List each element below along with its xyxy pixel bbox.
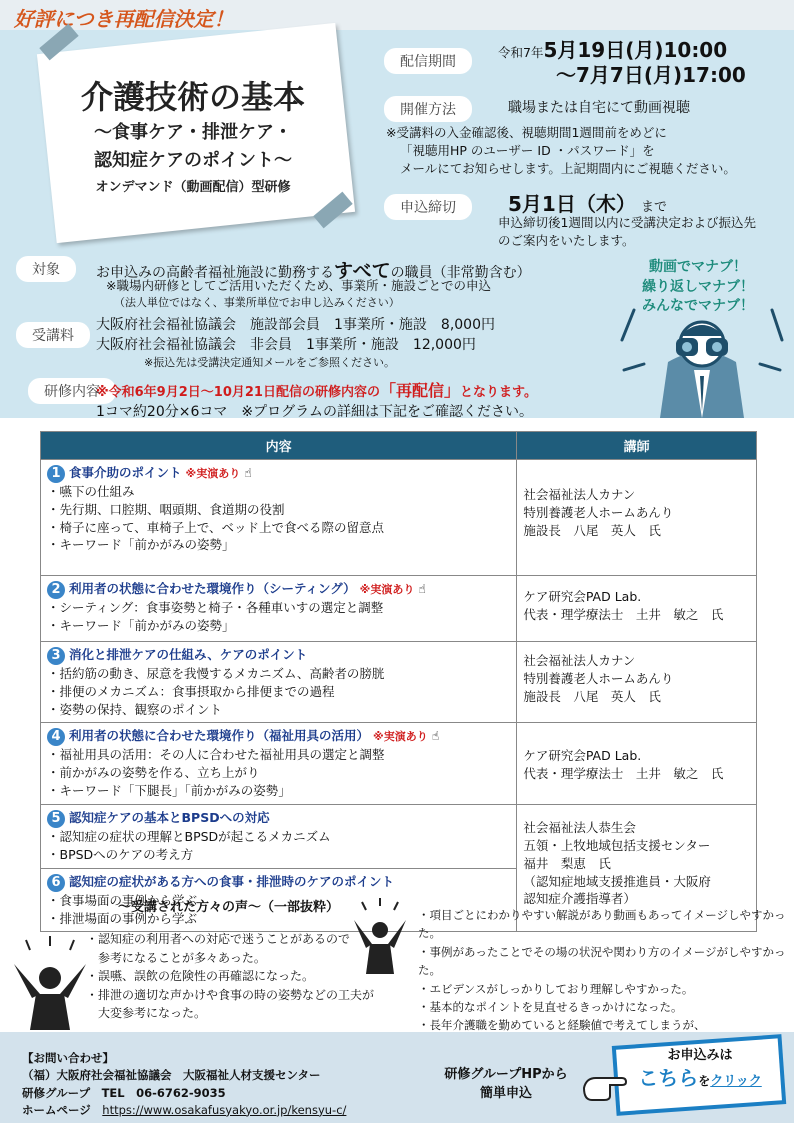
list-item: ・嚥下の仕組み [47,484,135,499]
content-note-b: 「再配信」 [379,381,460,400]
deadline-note [498,214,756,249]
note-line: （法人単位ではなく、事業所単位でお申し込みください） [114,296,400,310]
lecturer-line: 代表・理学療法士 土井 敏之 氏 [523,766,724,781]
hp-label: ホームページ [22,1102,91,1117]
note-line: 「視聴用HP のユーザー ID ・パスワード」を [400,143,655,159]
list-item: ・排泄場面の事例から学ぶ [47,910,198,926]
period-end: 〜7月7日(月)17:00 [556,63,746,87]
apply-line: お申込みは [667,1048,733,1063]
period-start: 5月19日(月)10:00 [543,38,728,62]
list-item: ・BPSDへのケアの考え方 [47,847,194,862]
fee-note: ※振込先は受講決定通知メールをご参照ください。 [144,356,395,370]
table-row [41,642,757,723]
content-note-a: ※令和6年9月2日〜10月21日配信の研修内容の [96,385,380,400]
note-line: ※受講料の入金確認後、視聴期間1週間前をめどに [386,125,667,140]
apply-button-label[interactable] [620,1048,780,1091]
method-label: 開催方法 [384,96,472,122]
subtitle-line1: 〜食事ケア・排泄ケア・ [94,122,292,143]
hand-icon: ☝ [244,465,252,480]
voice-item: ・長年介護職を勤めていると経験値で考えてしまうが、 [418,1018,706,1033]
fee-label: 受講料 [16,322,90,348]
voice-item: 大変参考になった。 [86,1006,207,1021]
table-row [41,723,757,805]
slogan-line: みんなでマナブ！ [642,298,754,315]
login-note [386,124,736,178]
target-text-c: の職員（非常勤含む） [390,265,531,281]
hand-icon: ☝ [431,728,440,744]
voice-item: ・排泄の適切な声かけや食事の時の姿勢などの工夫が [86,987,375,1002]
list-item: ・シーティング：食事姿勢と椅子・各種車いすの選定と調整 [47,600,384,615]
session-number: 2 [47,581,65,599]
table-row [41,576,757,642]
era: 令和7年 [498,45,544,60]
session-number: 4 [47,728,65,746]
content-note [96,378,537,401]
note-line: ※職場内研修としてご活用いただくため、事業所・施設ごとでの申込 [106,278,491,293]
list-item: ・キーワード「下腿長」「前かがみの姿勢」 [47,782,291,798]
lecturer-line: 特別養護老人ホームあんり [523,504,674,520]
session-number: 5 [47,810,65,828]
note-line: のご案内をいたします。 [498,232,635,248]
binoculars-person-illustration [614,300,790,418]
fee-line: 大阪府社会福祉協議会 非会員 1事業所・施設 12,000円 [96,336,476,353]
list-item: ・椅子に座って、車椅子上で、ベッド上で食べる際の留意点 [47,519,385,535]
deadline-suffix: まで [640,200,667,215]
session-title: 認知症ケアの基本とBPSDへの対応 [69,810,270,826]
slogan-line: 繰り返しマナブ！ [642,278,754,295]
content-summary: 1コマ約20分×6コマ ※プログラムの詳細は下記をご確認ください。 [96,404,533,420]
voice-item: ・事例があったことでその場の状況や関わり方のイメージがしやすかった。 [418,944,786,978]
table-row [41,805,757,869]
content-label: 研修内容 [28,378,116,404]
session-title: 認知症の症状がある方への食事・排泄時のケアのポイント [69,873,395,889]
session-number: 6 [47,874,65,892]
list-item: ・キーワード「前かがみの姿勢」 [47,537,235,553]
voice-item: ・認知症の利用者への対応で迷うことがあるので [86,932,351,946]
target-label: 対象 [16,256,76,282]
contact-block [22,1050,346,1119]
list-item: ・姿勢の保持、観察のポイント [47,701,223,717]
list-item: ・排便のメカニズム：食事摂取から排便までの過程 [47,683,335,699]
session-number: 3 [47,647,65,665]
target-emphasis: すべて [334,260,391,282]
lecturer-line: ケア研究会PAD Lab. [523,748,642,764]
target-notes [106,277,491,311]
target-text-a: お申込みの高齢者福祉施設に勤務する [96,265,334,281]
list-item: ・食事場面の事例から学ぶ [47,892,198,908]
voice-item: ・エビデンスがしっかりしており理解しやすかった。 [418,981,694,996]
lecturer-line: 社会福祉法人カナン [523,653,636,668]
lecturer-line: 施設長 八尾 英人 氏 [523,522,661,538]
apply-click: クリック [710,1073,762,1089]
lecturer-line: 認知症介護指導者） [523,891,636,907]
voices-left [86,930,374,1023]
note-line: メールにてお知らせします。上記期間内にご視聴ください。 [400,161,736,177]
apply-guide-line: 研修グループHPから [444,1067,568,1082]
cheering-person-icon [10,934,90,1030]
lecturer-line: （認知症地域支援推進員・大阪府 [523,873,711,889]
apply-wo: を [698,1073,711,1088]
period-value [498,38,788,88]
deadline-date: 5月1日（木） [508,192,636,216]
catch-copy: 好評につき再配信決定！ [14,7,234,31]
lecturer-line: 社会福祉法人カナン [523,487,636,502]
lecturer-line: 代表・理学療法士 土井 敏之 氏 [523,606,724,622]
subtitle-line2: 認知症ケアのポイント〜 [94,150,292,171]
table-header-row [41,432,757,460]
voice-item: 参考になることが多々あった。 [86,950,266,965]
lecturer-line: 特別養護老人ホームあんり [523,670,674,686]
table-row [41,460,757,576]
list-item: ・前かがみの姿勢を作る、立ち上がり [47,765,260,780]
header-content: 内容 [41,432,517,460]
voices-heading: 〜受講された方々の声〜（一部抜粋） [118,900,340,915]
deadline-value [508,188,667,217]
session-title: 利用者の状態に合わせた環境作り（シーティング） [69,581,356,596]
pointing-hand-icon [582,1066,628,1102]
contact-tel: 研修グループ TEL 06-6762-9035 [22,1085,226,1100]
session-title: 利用者の状態に合わせた環境作り（福祉用具の活用） [69,728,370,744]
list-item: ・先行期、口腔期、咽頭期、食道期の役割 [47,501,285,517]
voice-item: ・基本的なポイントを見直せるきっかけになった。 [418,999,683,1014]
content-note-c: となります。 [459,385,537,400]
session-title: 食事介助のポイント [69,465,182,480]
apply-here: こちら [638,1065,699,1090]
voice-item: ・誤嚥、誤飲の危険性の再確認になった。 [86,969,315,984]
period-label: 配信期間 [384,48,472,74]
list-item: ・福祉用具の活用：その人に合わせた福祉用具の選定と調整 [47,747,385,763]
session-number: 1 [47,465,65,483]
lecturer-line: 社会福祉法人恭生会 [523,820,636,836]
contact-title: 【お問い合わせ】 [22,1051,114,1065]
header-lecturer: 講師 [517,432,757,460]
list-item: ・キーワード「前かがみの姿勢」 [47,617,235,633]
program-table [40,431,757,932]
method-value: 職場または自宅にて動画視聴 [508,100,690,116]
fee-list [96,316,495,371]
hand-icon: ☝ [418,581,426,596]
lecturer-line: ケア研究会PAD Lab. [523,589,642,604]
demo-badge: ※実演あり [359,583,415,596]
format-label: オンデマンド（動画配信）型研修 [95,180,291,195]
lecturer-line: 福井 梨恵 氏 [523,855,611,871]
lecturer-line: 施設長 八尾 英人 氏 [523,688,661,704]
slogan-line: 動画でマナブ！ [649,259,747,275]
page-title: 介護技術の基本 [80,78,305,116]
note-line: 申込締切後1週間以内に受講決定および振込先 [498,215,756,230]
list-item: ・認知症の症状の理解とBPSDが起こるメカニズム [47,829,331,845]
demo-badge: ※実演あり [373,730,428,744]
voice-item: ・項目ごとにわかりやすい解説があり動画もあってイメージしやすかった。 [418,908,786,941]
fee-line: 大阪府社会福祉協議会 施設部会員 1事業所・施設 8,000円 [96,317,495,333]
demo-badge: ※実演あり [185,467,241,480]
deadline-label: 申込締切 [384,194,472,220]
apply-guide-line: 簡単申込 [479,1085,532,1101]
homepage-link[interactable]: https://www.osakafusyakyo.or.jp/kensyu-c/ [102,1102,347,1117]
session-title: 消化と排泄ケアの仕組み、ケアのポイント [69,647,308,662]
contact-org: （福）大阪府社会福祉協議会 大阪福祉人材支援センター [22,1068,321,1083]
apply-guide [436,1066,576,1104]
lecturer-line: 五領・上牧地域包括支援センター [523,838,711,853]
list-item: ・括約筋の動き、尿意を我慢するメカニズム、高齢者の膀胱 [47,666,385,681]
